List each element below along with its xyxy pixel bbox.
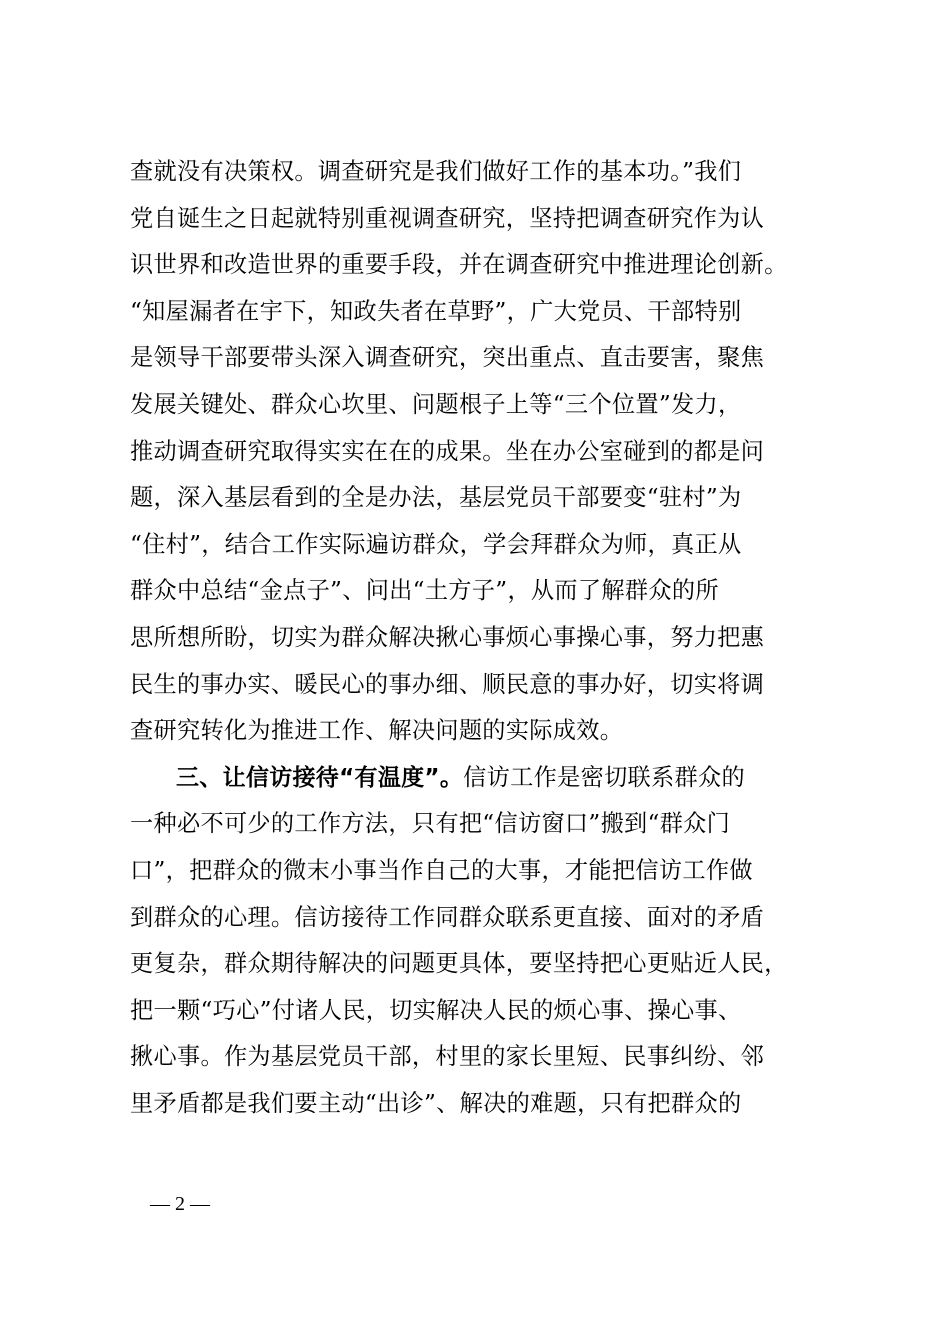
paragraph-line: “知屋漏者在宇下，知政失者在草野”，广大党员、干部特别 [130, 297, 742, 325]
paragraph-line: 查研究转化为推进工作、解决问题的实际成效。 [130, 717, 624, 745]
paragraph-line: 民生的事办实、暖民心的事办细、顺民意的事办好，切实将调 [130, 670, 765, 698]
paragraph-line: 口”，把群众的微末小事当作自己的大事，才能把信访工作做 [130, 857, 753, 884]
paragraph-line: 到群众的心理。信访接待工作同群众联系更直接、面对的矛盾 [130, 903, 765, 931]
paragraph-line: 思所想所盼，切实为群众解决揪心事烦心事操心事，努力把惠 [130, 624, 765, 651]
paragraph-line: 是领导干部要带头深入调查研究，突出重点、直击要害，聚焦 [130, 344, 765, 372]
paragraph-line: 查就没有决策权。调查研究是我们做好工作的基本功。”我们 [130, 158, 742, 185]
paragraph-line: 一种必不可少的工作方法，只有把“信访窗口”搬到“群众门 [130, 810, 731, 838]
paragraph-line: 推动调查研究取得实实在在的成果。坐在办公室碰到的都是问 [130, 437, 765, 465]
paragraph-line: 揪心事。作为基层党员干部，村里的家长里短、民事纠纷、邻 [130, 1043, 765, 1071]
section-heading: 三、让信访接待“有温度”。 [176, 764, 464, 791]
paragraph-line: “住村”，结合工作实际遍访群众，学会拜群众为师，真正从 [130, 530, 742, 558]
paragraph-line: 更复杂，群众期待解决的问题更具体，要坚持把心更贴近人民， [130, 950, 788, 978]
paragraph-line: 把一颗“巧心”付诸人民，切实解决人民的烦心事、操心事、 [130, 996, 742, 1024]
paragraph-line: 党自诞生之日起就特别重视调查研究，坚持把调查研究作为认 [130, 204, 765, 232]
paragraph-line: 发展关键处、群众心坎里、问题根子上等“三个位置”发力， [130, 391, 742, 418]
paragraph-line: 识世界和改造世界的重要手段，并在调查研究中推进理论创新。 [130, 251, 788, 279]
page-number: — 2 — [150, 1193, 210, 1215]
paragraph-line: 题，深入基层看到的全是办法，基层党员干部要变“驻村”为 [130, 484, 742, 512]
paragraph-line: 群众中总结“金点子”、问出“土方子”，从而了解群众的所 [130, 577, 719, 605]
paragraph-line: 里矛盾都是我们要主动“出诊”、解决的难题，只有把群众的 [130, 1090, 742, 1117]
section-heading-continuation: 信访工作是密切联系群众的 [463, 763, 745, 791]
